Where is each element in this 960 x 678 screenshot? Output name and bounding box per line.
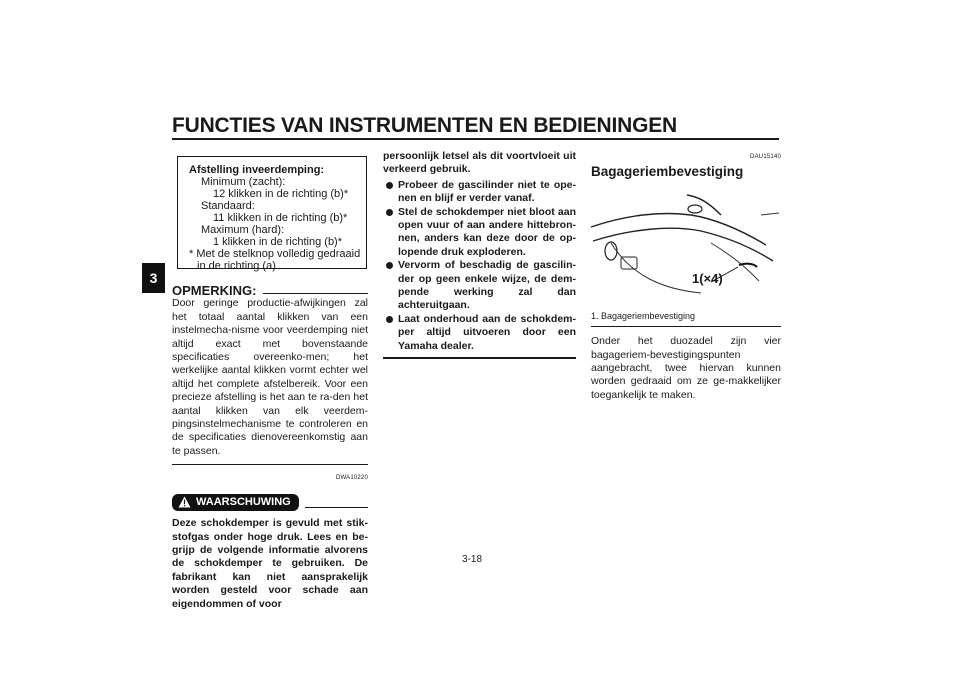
chapter-tab: 3 [142,263,165,293]
std-value: 11 klikken in de richting (b)* [213,212,348,224]
warning-bullet-list [383,179,576,353]
title-rule [172,138,779,140]
figure-callout-label: 1(×4) [692,270,723,286]
std-label: Standaard: [201,200,255,212]
warning-text-part2: persoonlijk letsel als dit voortvloeit uit verkeerd gebruik. [383,150,576,176]
max-label: Maximum (hard): [201,224,285,236]
section-code: DAU15140 [750,154,781,160]
min-label: Minimum (zacht): [201,176,286,188]
luggage-strap-figure [591,185,781,306]
damping-settings-box [177,156,367,272]
warning-bullet: Vervorm of beschadig de gascilin-der op geen enkele wijze, de dem-pende werking zal dan achteruitgaan. [383,259,576,313]
min-value: 12 klikken in de richting (b)* [213,188,349,200]
warning-bullet: Probeer de gascilinder niet te ope-nen en blijf er verder vanaf. [383,179,576,206]
note-end-rule [172,464,368,465]
warning-triangle-icon [178,496,191,508]
settings-box-title: Afstelling inveerdemping: [189,164,325,176]
warning-bullet: Stel de schokdemper niet bloot aan open vuur of aan andere hittebron-nen, anders kan deze door de op-lopende druk exploderen. [383,206,576,260]
warning-bullet: Laat onderhoud aan de schokdem-per altijd uitvoeren door een Yamaha dealer. [383,313,576,353]
warning-badge [172,494,299,511]
warning-heading-row [172,494,368,511]
note-heading-line [263,293,369,294]
rear-seat-illustration [591,185,781,306]
column-2 [383,150,576,359]
warning-end-rule [383,357,576,359]
warning-heading-line [305,507,368,508]
note-heading: OPMERKING: [172,283,257,298]
warning-label: WAARSCHUWING [196,495,291,508]
caption-rule [591,326,781,327]
settings-footnote: * Met de stelknop volledig gedraaid in de richting (a) [189,248,361,272]
section-body-text: Onder het duozadel zijn vier bagageriem-bevestigingspunten aangebracht, twee hiervan kunnen worden gedraaid om ze ge-makkelijker toegankelijk te maken. [591,335,781,401]
warning-code: DWA10220 [335,475,368,482]
note-text: Door geringe productie-afwijkingen zal het totaal aantal klikken van een instelmecha-nisme voor veerdemping niet altijd exact met bovenstaande specificaties overeenko-men; het werkelijke aantal klikken vormt echter wel altijd het complete afstelbereik. Voor een precieze afstelling is het aan te ra-den het aantal klikken van elk veerdem-pingsinstelmechanisme te controleren en de specificaties dienovereenkomstig aan te passen. [172,297,368,457]
page-title: FUNCTIES VAN INSTRUMENTEN EN BEDIENINGEN [172,114,677,137]
max-value: 1 klikken in de richting (b)* [213,236,343,248]
figure-caption: 1. Bagageriembevestiging [591,310,696,321]
section-title: Bagageriembevestiging [591,164,744,180]
page-number: 3-18 [462,554,483,565]
column-1 [172,284,368,611]
note-heading-row [172,284,368,297]
warning-text-part1: Deze schokdemper is gevuld met stik-stofgas onder hoge druk. Lees en be-grijp de volgende informatie alvorens de schokdemper te gebruiken. De fabrikant kan niet aansprakelijk worden gesteld voor schade aan eigendommen of voor [172,517,368,610]
column-3 [591,151,781,402]
